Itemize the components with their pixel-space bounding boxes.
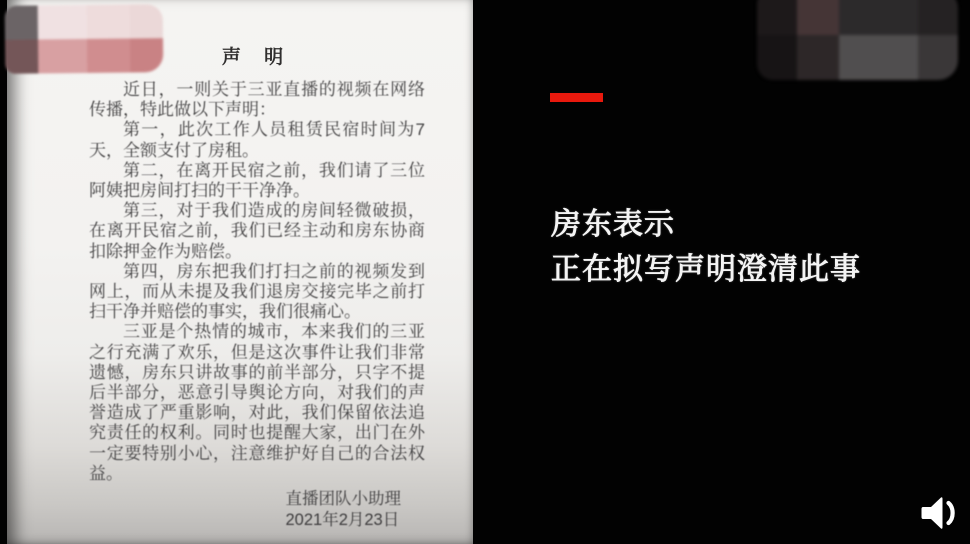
mosaic-block [129, 4, 163, 38]
doc-paragraphs [89, 80, 425, 484]
volume-icon[interactable] [916, 494, 960, 532]
mosaic-block [5, 5, 39, 39]
video-caption [551, 202, 861, 292]
statement-date: 2021年2月23日 [285, 511, 400, 529]
blurred-watermark-top-left [5, 4, 164, 74]
red-accent-bar [550, 93, 603, 102]
statement-title: 声 明 [221, 47, 293, 68]
mosaic-block [757, 35, 797, 80]
mosaic-block [5, 39, 39, 73]
doc-paragraph: 第四，房东把我们打扫之前的视频发到网上，而从未提及我们退房交接完毕之前打扫干净并赔偿的事实，我们很痛心。 [89, 261, 425, 322]
doc-paragraph: 近日，一则关于三亚直播的视频在网络传播，特此做以下声明： [89, 80, 425, 120]
mosaic-block [797, 35, 839, 80]
statement-signature: 直播团队小助理 [285, 490, 401, 508]
mosaic-block [38, 5, 87, 40]
mosaic-block [918, 0, 958, 35]
blurred-watermark-top-right [757, 0, 958, 80]
mosaic-block [918, 35, 958, 80]
doc-paragraph: 第二，在离开民宿之前，我们请了三位阿姨把房间打扫的干干净净。 [89, 160, 425, 201]
statement-document [7, 0, 473, 544]
mosaic-block [839, 35, 917, 80]
mosaic-block [87, 39, 130, 73]
statement-signature-block [286, 489, 402, 531]
mosaic-block [38, 39, 87, 74]
mosaic-block [757, 0, 797, 35]
mosaic-block [839, 0, 917, 35]
doc-paragraph: 三亚是个热情的城市，本来我们的三亚之行充满了欢乐，但是这次事件让我们非常遗憾，房东只讲故事的前半部分，只字不提后半部分，恶意引导舆论方向，对我们的声誉造成了严重影响，对此，我们保留依法追究责任的权利。同时也提醒大家，出门在外一定要特别小心，注意维护好自己的合法权益。 [89, 322, 425, 483]
doc-paragraph: 第三，对于我们造成的房间轻微破损，在离开民宿之前，我们已经主动和房东协商扣除押金作为赔偿。 [89, 201, 425, 261]
doc-paragraph: 第一，此次工作人员租赁民宿时间为7天，全额支付了房租。 [89, 120, 425, 160]
mosaic-block [797, 0, 839, 35]
mosaic-block [87, 5, 130, 39]
caption-line-1: 房东表示 [551, 208, 675, 241]
caption-line-2: 正在拟写声明澄清此事 [551, 253, 861, 286]
